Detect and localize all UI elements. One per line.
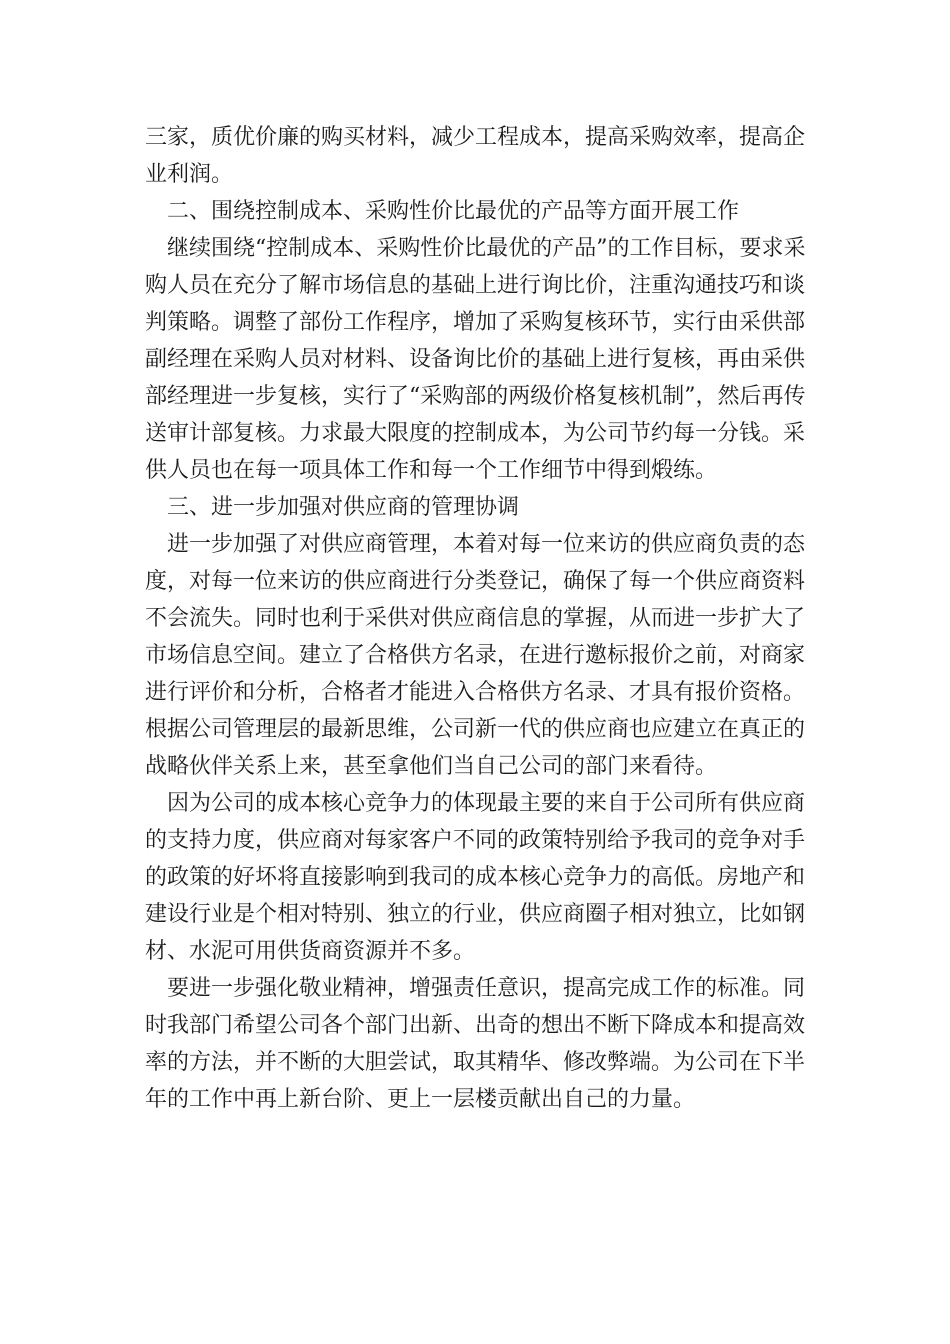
section-heading: 三、进一步加强对供应商的管理协调: [167, 495, 520, 520]
body-paragraph: 三家，质优价廉的购买材料，减少工程成本，提高采购效率，提高企业利润。: [145, 125, 806, 187]
body-paragraph: 因为公司的成本核心竞争力的体现最主要的来自于公司所有供应商的支持力度，供应商对每家客户不同的政策特别给予我司的竞争对手的政策的好坏将直接影响到我司的成本核心竞争力的高低。房地产和建设行业是个相对特别、独立的行业，供应商圈子相对独立，比如钢材、水泥可用供货商资源并不多。: [145, 791, 806, 964]
document-body: [145, 119, 815, 1118]
body-paragraph: 继续围绕“控制成本、采购性价比最优的产品”的工作目标，要求采购人员在充分了解市场信息的基础上进行询比价，注重沟通技巧和谈判策略。调整了部份工作程序，增加了采购复核环节，实行由采供部副经理在采购人员对材料、设备询比价的基础上进行复核，再由采供部经理进一步复核，实行了“采购部的两级价格复核机制”，然后再传送审计部复核。力求最大限度的控制成本，为公司节约每一分钱。采供人员也在每一项具体工作和每一个工作细节中得到煅练。: [145, 236, 806, 483]
body-paragraph: 要进一步强化敬业精神，增强责任意识，提高完成工作的标准。同时我部门希望公司各个部门出新、出奇的想出不断下降成本和提高效率的方法，并不断的大胆尝试，取其精华、修改弊端。为公司在下半年的工作中再上新台阶、更上一层楼贡献出自己的力量。: [145, 976, 806, 1112]
section-heading: 二、围绕控制成本、采购性价比最优的产品等方面开展工作: [167, 199, 740, 224]
body-paragraph: 进一步加强了对供应商管理，本着对每一位来访的供应商负责的态度，对每一位来访的供应商进行分类登记，确保了每一个供应商资料不会流失。同时也利于采供对供应商信息的掌握，从而进一步扩大了市场信息空间。建立了合格供方名录，在进行邀标报价之前，对商家进行评价和分析，合格者才能进入合格供方名录、才具有报价资格。根据公司管理层的最新思维，公司新一代的供应商也应建立在真正的战略伙伴关系上来，甚至拿他们当自己公司的部门来看待。: [145, 532, 806, 779]
